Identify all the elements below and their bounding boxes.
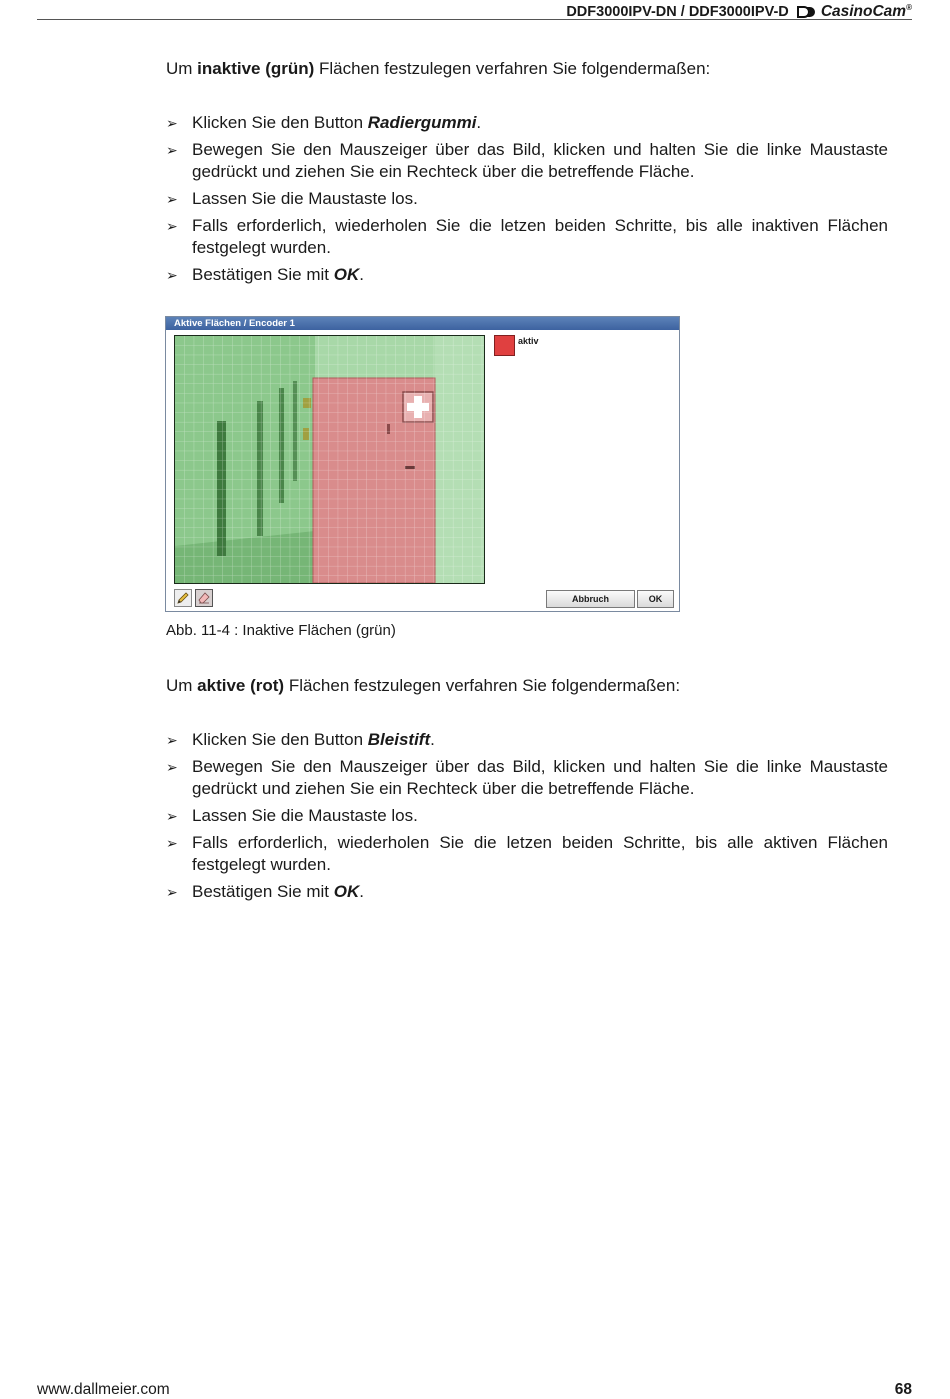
step-text: . bbox=[359, 265, 364, 284]
list-item bbox=[166, 832, 888, 876]
active-areas-dialog bbox=[165, 316, 680, 612]
cancel-button[interactable]: Abbruch bbox=[546, 590, 635, 608]
pencil-button[interactable] bbox=[174, 589, 192, 607]
ok-button[interactable]: OK bbox=[637, 590, 674, 608]
intro-inactive-suffix: Flächen festzulegen verfahren Sie folgendermaßen: bbox=[314, 59, 711, 78]
intro-inactive-prefix: Um bbox=[166, 59, 198, 78]
step-text: Klicken Sie den Button bbox=[192, 730, 368, 749]
footer-url: www.dallmeier.com bbox=[37, 1381, 170, 1398]
header-brand: CasinoCam bbox=[820, 3, 907, 20]
arrow-bullet-icon: ➢ bbox=[166, 884, 178, 900]
camera-image bbox=[175, 336, 484, 583]
step-text: Lassen Sie die Maustaste los. bbox=[192, 806, 418, 825]
legend-active-label: aktiv bbox=[518, 336, 539, 346]
intro-active-suffix: Flächen festzulegen verfahren Sie folgendermaßen: bbox=[284, 676, 681, 695]
arrow-bullet-icon: ➢ bbox=[166, 808, 178, 824]
step-text: Falls erforderlich, wiederholen Sie die letzen beiden Schritte, bis alle aktiven Flächen festgelegt wurden. bbox=[192, 833, 888, 874]
arrow-bullet-icon: ➢ bbox=[166, 115, 178, 131]
header-title: DDF3000IPV-DN / DDF3000IPV-D bbox=[566, 4, 789, 20]
intro-inactive bbox=[166, 58, 888, 80]
eraser-icon bbox=[196, 590, 212, 606]
step-text: . bbox=[476, 113, 482, 132]
arrow-bullet-icon: ➢ bbox=[166, 191, 178, 207]
arrow-bullet-icon: ➢ bbox=[166, 732, 178, 748]
list-item bbox=[166, 215, 888, 259]
list-item bbox=[166, 729, 888, 751]
page-number: 68 bbox=[894, 1381, 912, 1398]
legend-active-swatch bbox=[494, 335, 515, 356]
dialog-title: Aktive Flächen / Encoder 1 bbox=[166, 317, 679, 330]
arrow-bullet-icon: ➢ bbox=[166, 835, 178, 851]
arrow-bullet-icon: ➢ bbox=[166, 218, 178, 234]
arrow-bullet-icon: ➢ bbox=[166, 759, 178, 775]
list-item bbox=[166, 264, 888, 286]
step-text: Bestätigen Sie mit bbox=[192, 882, 334, 901]
dallmeier-logo-icon bbox=[797, 6, 815, 22]
intro-active-prefix: Um bbox=[166, 676, 198, 695]
figure-caption: Abb. 11-4 : Inaktive Flächen (grün) bbox=[166, 622, 396, 639]
steps-active bbox=[166, 729, 888, 908]
step-text: . bbox=[430, 730, 435, 749]
camera-image-area[interactable] bbox=[174, 335, 485, 584]
eraser-button[interactable] bbox=[195, 589, 213, 607]
list-item bbox=[166, 188, 888, 210]
intro-inactive-bold: inaktive (grün) bbox=[197, 59, 315, 78]
registered-mark: ® bbox=[906, 3, 912, 12]
steps-inactive bbox=[166, 112, 888, 291]
arrow-bullet-icon: ➢ bbox=[166, 142, 178, 158]
step-emphasis: OK bbox=[333, 882, 360, 901]
step-text: Bestätigen Sie mit bbox=[192, 265, 334, 284]
intro-active bbox=[166, 675, 888, 697]
intro-active-bold: aktive (rot) bbox=[197, 676, 285, 695]
list-item bbox=[166, 112, 888, 134]
step-text: Bewegen Sie den Mauszeiger über das Bild, klicken und halten Sie die linke Maustaste gedrückt und ziehen Sie ein Rechteck über die betreffende Fläche. bbox=[192, 757, 888, 798]
pencil-icon bbox=[175, 590, 191, 606]
step-text: Falls erforderlich, wiederholen Sie die letzen beiden Schritte, bis alle inaktiven Flächen festgelegt wurden. bbox=[192, 216, 888, 257]
step-text: Lassen Sie die Maustaste los. bbox=[192, 189, 418, 208]
list-item bbox=[166, 881, 888, 903]
list-item bbox=[166, 139, 888, 183]
step-text: Klicken Sie den Button bbox=[192, 113, 368, 132]
arrow-bullet-icon: ➢ bbox=[166, 267, 178, 283]
list-item bbox=[166, 756, 888, 800]
step-emphasis: OK bbox=[333, 265, 360, 284]
step-text: Bewegen Sie den Mauszeiger über das Bild, klicken und halten Sie die linke Maustaste gedrückt und ziehen Sie ein Rechteck über die betreffende Fläche. bbox=[192, 140, 888, 181]
step-emphasis: Radiergummi bbox=[367, 113, 477, 132]
step-text: . bbox=[359, 882, 364, 901]
step-emphasis: Bleistift bbox=[367, 730, 431, 749]
list-item bbox=[166, 805, 888, 827]
page-header bbox=[37, 0, 912, 20]
